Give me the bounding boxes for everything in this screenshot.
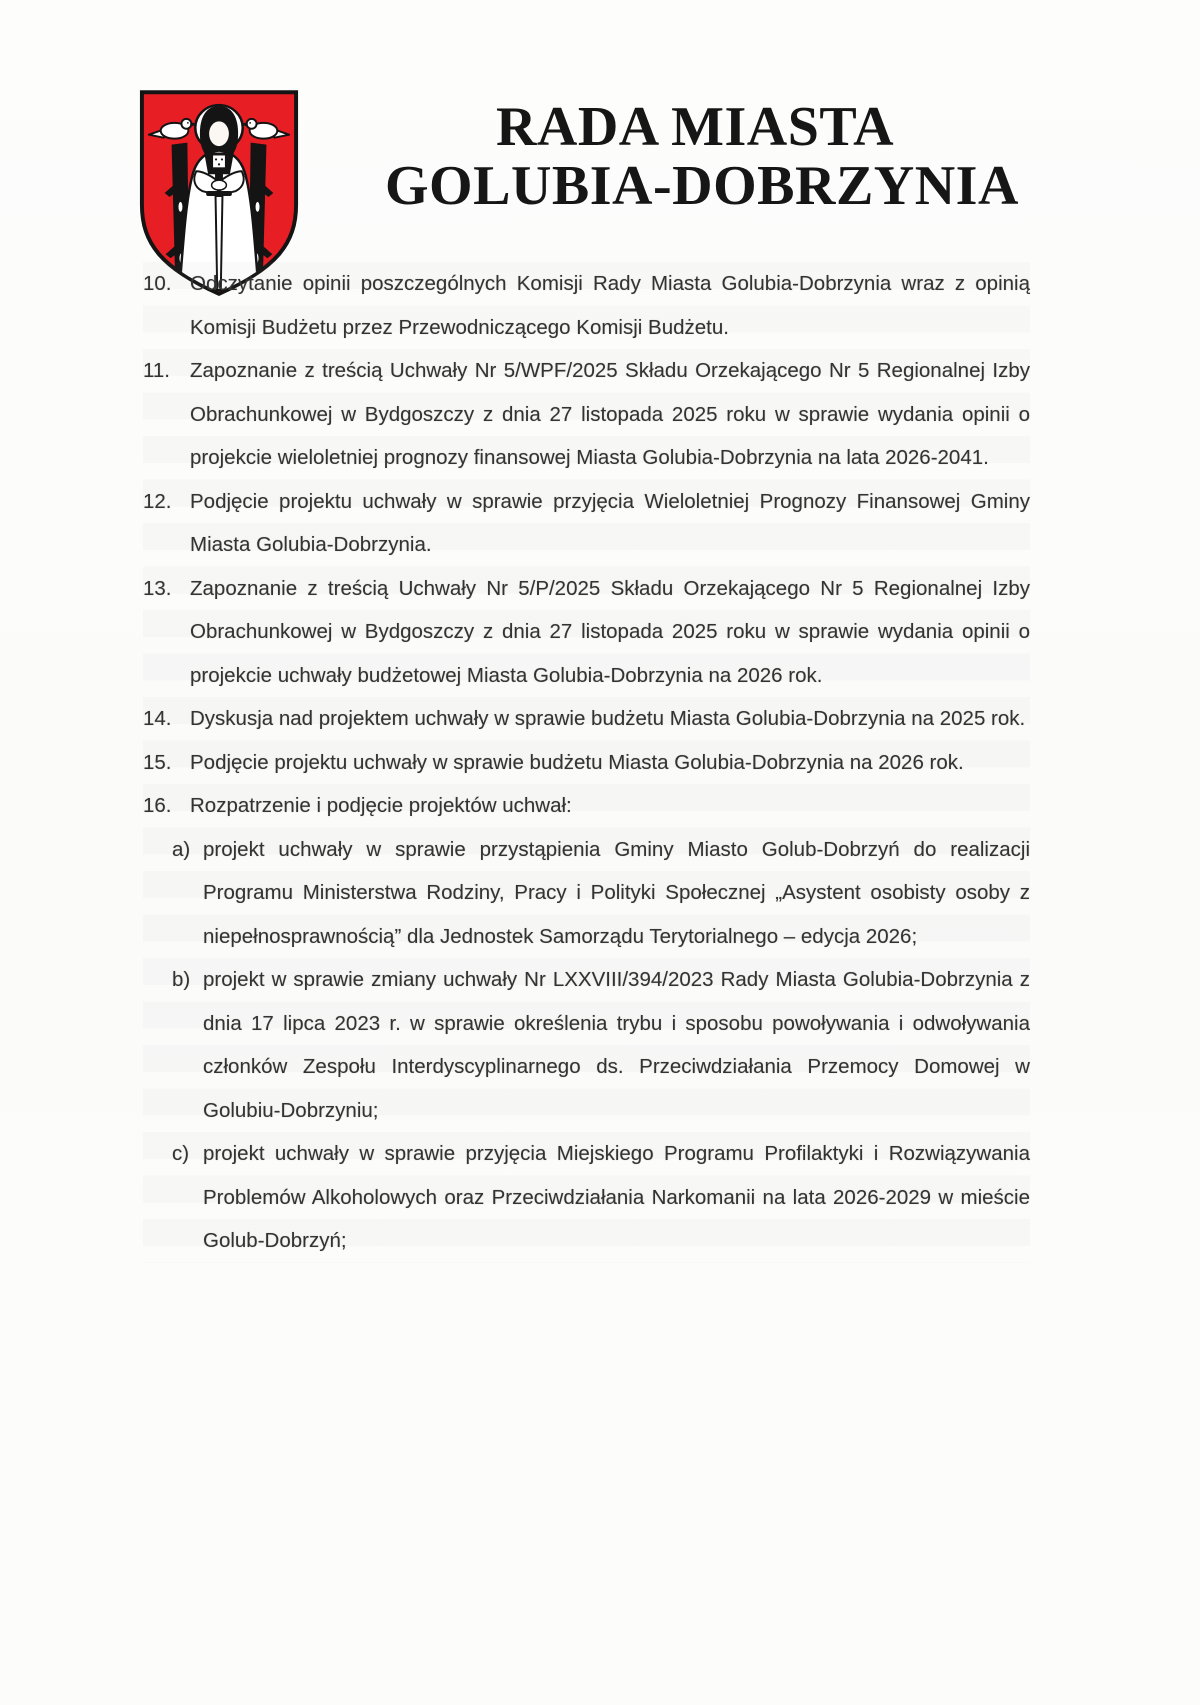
agenda-item-number: 16. bbox=[143, 794, 172, 817]
agenda-item-text: Zapoznanie z treścią Uchwały Nr 5/WPF/2025 Składu Orzekającego Nr 5 Regionalnej Izby Obrachunkowej w Bydgoszczy z dnia 27 listopada 2025 roku w sprawie wydania opinii o projekcie wieloletniej prognozy finansowej Miasta Golubia-Dobrzynia na lata 2026-2041. bbox=[190, 359, 1030, 469]
agenda-item-text: Podjęcie projektu uchwały w sprawie przyjęcia Wieloletniej Prognozy Finansowej Gminy Miasta Golubia-Dobrzynia. bbox=[190, 489, 1030, 556]
agenda-subitem-text: projekt uchwały w sprawie przystąpienia Gminy Miasto Golub-Dobrzyń do realizacji Programu Ministerstwa Rodziny, Pracy i Polityki Społecznej „Asystent osobisty osoby z niepełnosprawnością” dla Jednostek Samorządu Terytorialnego – edycja 2026; bbox=[203, 837, 1030, 948]
agenda-subitem-text: projekt w sprawie zmiany uchwały Nr LXXVIII/394/2023 Rady Miasta Golubia-Dobrzynia z dnia 17 lipca 2023 r. w sprawie określenia trybu i sposobu powoływania i odwoływania członków Zespołu Interdyscyplinarnego ds. Przeciwdziałania Przemocy Domowej w Golubiu-Dobrzyniu; bbox=[203, 968, 1030, 1122]
agenda-item-number: 14. bbox=[143, 707, 172, 730]
agenda-item-text: Dyskusja nad projektem uchwały w sprawie budżetu Miasta Golubia-Dobrzynia na 2025 rok. bbox=[190, 707, 1026, 730]
agenda-item-text: Podjęcie projektu uchwały w sprawie budżetu Miasta Golubia-Dobrzynia na 2026 rok. bbox=[190, 750, 964, 774]
agenda-subitem-letter: c) bbox=[172, 1142, 190, 1165]
agenda-item-15 bbox=[143, 741, 1030, 785]
agenda-subitem-letter: a) bbox=[172, 837, 191, 861]
agenda-item-number: 13. bbox=[143, 576, 172, 600]
agenda-item-number: 12. bbox=[143, 489, 172, 513]
agenda-item-14 bbox=[143, 697, 1030, 741]
agenda-subitem-a bbox=[143, 828, 1030, 959]
agenda-subitem-b bbox=[143, 958, 1030, 1132]
agenda-item-12 bbox=[143, 480, 1030, 567]
agenda-item-text: Rozpatrzenie i podjęcie projektów uchwał: bbox=[190, 794, 572, 817]
agenda-item-text: Odczytanie opinii poszczególnych Komisji Rady Miasta Golubia-Dobrzynia wraz z opinią Komisji Budżetu przez Przewodniczącego Komisji Budżetu. bbox=[190, 272, 1030, 339]
agenda-item-number: 15. bbox=[143, 750, 172, 774]
agenda-item-10 bbox=[143, 262, 1030, 349]
title-line-2: GOLUBIA-DOBRZYNIA bbox=[385, 155, 1019, 217]
agenda-subitem-text: projekt uchwały w sprawie przyjęcia Miejskiego Programu Profilaktyki i Rozwiązywania Problemów Alkoholowych oraz Przeciwdziałania Narkomanii na lata 2026-2029 w mieście Golub-Dobrzyń; bbox=[203, 1142, 1030, 1252]
agenda-item-number: 11. bbox=[143, 359, 170, 382]
page-title bbox=[385, 96, 1019, 217]
agenda-list bbox=[143, 262, 1030, 1263]
agenda-item-16 bbox=[143, 784, 1030, 828]
agenda-item-13 bbox=[143, 567, 1030, 698]
agenda-item-text: Zapoznanie z treścią Uchwały Nr 5/P/2025 Składu Orzekającego Nr 5 Regionalnej Izby Obrachunkowej w Bydgoszczy z dnia 27 listopada 2025 roku w sprawie wydania opinii o projekcie uchwały budżetowej Miasta Golubia-Dobrzynia na 2026 rok. bbox=[190, 576, 1030, 687]
agenda-subitem-c bbox=[143, 1132, 1030, 1263]
title-line-1: RADA MIASTA bbox=[495, 96, 895, 158]
agenda-item-number: 10. bbox=[143, 272, 172, 295]
agenda-item-11 bbox=[143, 349, 1030, 480]
agenda-subitem-letter: b) bbox=[172, 968, 191, 991]
